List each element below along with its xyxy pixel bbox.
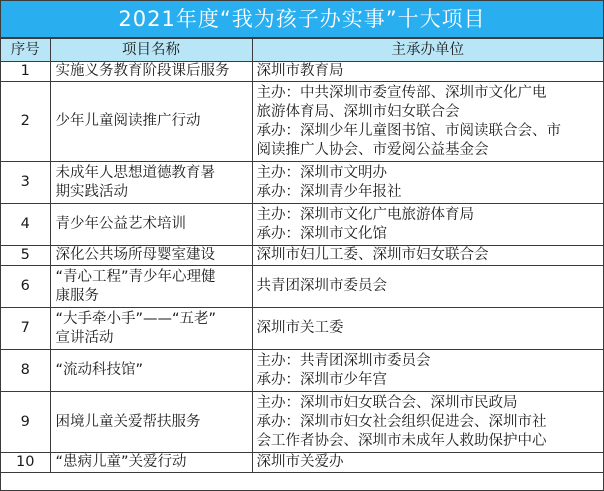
- organizer-line: 会工作者协会、深圳市未成年人救助保护中心: [256, 432, 547, 449]
- row-number: 1: [1, 62, 50, 82]
- organizer-line: 主办：深圳市文化广电旅游体育局: [256, 206, 474, 223]
- row-number: 5: [1, 246, 50, 266]
- row-number: 6: [1, 266, 50, 308]
- organizer-cell: [252, 204, 603, 246]
- project-name-cell: [50, 162, 252, 204]
- header-no: 序号: [1, 39, 50, 62]
- organizer-line: 承办：深圳市妇女社会组织促进会、深圳市社: [256, 413, 547, 430]
- organizer-cell: [252, 308, 603, 350]
- project-name-line: “大手牵小手”——“五老”: [55, 310, 217, 327]
- table-row: [1, 62, 603, 82]
- table-row: [1, 350, 603, 392]
- project-name-line: 困境儿童关爱帮扶服务: [55, 413, 201, 430]
- table-title: 2021年度“我为孩子办实事”十大项目: [1, 1, 603, 38]
- row-number: 10: [1, 453, 50, 473]
- table-row: [1, 204, 603, 246]
- organizer-line: 承办：深圳青少年报社: [256, 183, 402, 200]
- organizer-line: 主办：深圳市文明办: [256, 164, 387, 181]
- project-name-cell: [50, 308, 252, 350]
- organizer-line: 阅读推广人协会、市爱阅公益基金会: [256, 141, 489, 158]
- header-name: 项目名称: [50, 39, 252, 62]
- table-row: [1, 82, 603, 162]
- organizer-line: 深圳市教育局: [256, 63, 344, 79]
- header-org: 主承办单位: [252, 39, 603, 62]
- project-name-cell: [50, 246, 252, 266]
- project-name-line: 宣讲活动: [55, 329, 114, 346]
- organizer-line: 深圳市妇儿工委、深圳市妇女联合会: [256, 247, 489, 263]
- organizer-line: 承办：深圳少年儿童图书馆、市阅读联合会、市: [256, 122, 561, 139]
- project-name-line: 康服务: [55, 287, 99, 304]
- organizer-cell: [252, 62, 603, 82]
- organizer-cell: [252, 82, 603, 162]
- organizer-line: 主办：中共深圳市委宣传部、深圳市文化广电: [256, 84, 547, 101]
- row-number: 3: [1, 162, 50, 204]
- row-number: 8: [1, 350, 50, 392]
- organizer-line: 主办：共青团深圳市委员会: [256, 352, 431, 369]
- organizer-cell: [252, 392, 603, 453]
- project-name-line: 青少年公益艺术培训: [55, 216, 186, 232]
- table-row: [1, 266, 603, 308]
- organizer-line: 承办：深圳市少年宫: [256, 371, 387, 388]
- project-name-cell: [50, 392, 252, 453]
- organizer-cell: [252, 246, 603, 266]
- organizer-cell: [252, 350, 603, 392]
- organizer-line: 深圳市关爱办: [256, 454, 344, 470]
- project-name-line: 深化公共场所母婴室建设: [55, 247, 215, 263]
- row-number: 9: [1, 392, 50, 453]
- table-row: [1, 453, 603, 473]
- organizer-line: 深圳市关工委: [256, 320, 344, 336]
- project-name-line: “青心工程”青少年心理健: [55, 268, 216, 285]
- project-name-cell: [50, 62, 252, 82]
- project-name-cell: [50, 82, 252, 162]
- project-table: [1, 38, 603, 473]
- organizer-cell: [252, 162, 603, 204]
- organizer-line: 承办：深圳市文化馆: [256, 225, 387, 242]
- project-name-line: 少年儿童阅读推广行动: [55, 113, 201, 129]
- project-name-line: “患病儿童”关爱行动: [55, 454, 187, 470]
- table-row: [1, 162, 603, 204]
- project-name-cell: [50, 204, 252, 246]
- organizer-line: 共青团深圳市委员会: [256, 278, 387, 294]
- organizer-line: 主办：深圳市妇女联合会、深圳市民政局: [256, 394, 518, 411]
- row-number: 7: [1, 308, 50, 350]
- row-number: 2: [1, 82, 50, 162]
- organizer-line: 旅游体育局、深圳市妇女联合会: [256, 103, 460, 120]
- header-row: [1, 39, 603, 62]
- table-row: [1, 308, 603, 350]
- project-name-line: “流动科技馆”: [55, 362, 144, 378]
- project-name-line: 未成年人思想道德教育暑: [55, 164, 215, 181]
- organizer-cell: [252, 266, 603, 308]
- project-name-cell: [50, 453, 252, 473]
- row-number: 4: [1, 204, 50, 246]
- project-name-line: 期实践活动: [55, 183, 128, 200]
- table-row: [1, 246, 603, 266]
- project-name-cell: [50, 350, 252, 392]
- project-name-cell: [50, 266, 252, 308]
- organizer-cell: [252, 453, 603, 473]
- project-name-line: 实施义务教育阶段课后服务: [55, 63, 230, 79]
- table-row: [1, 392, 603, 453]
